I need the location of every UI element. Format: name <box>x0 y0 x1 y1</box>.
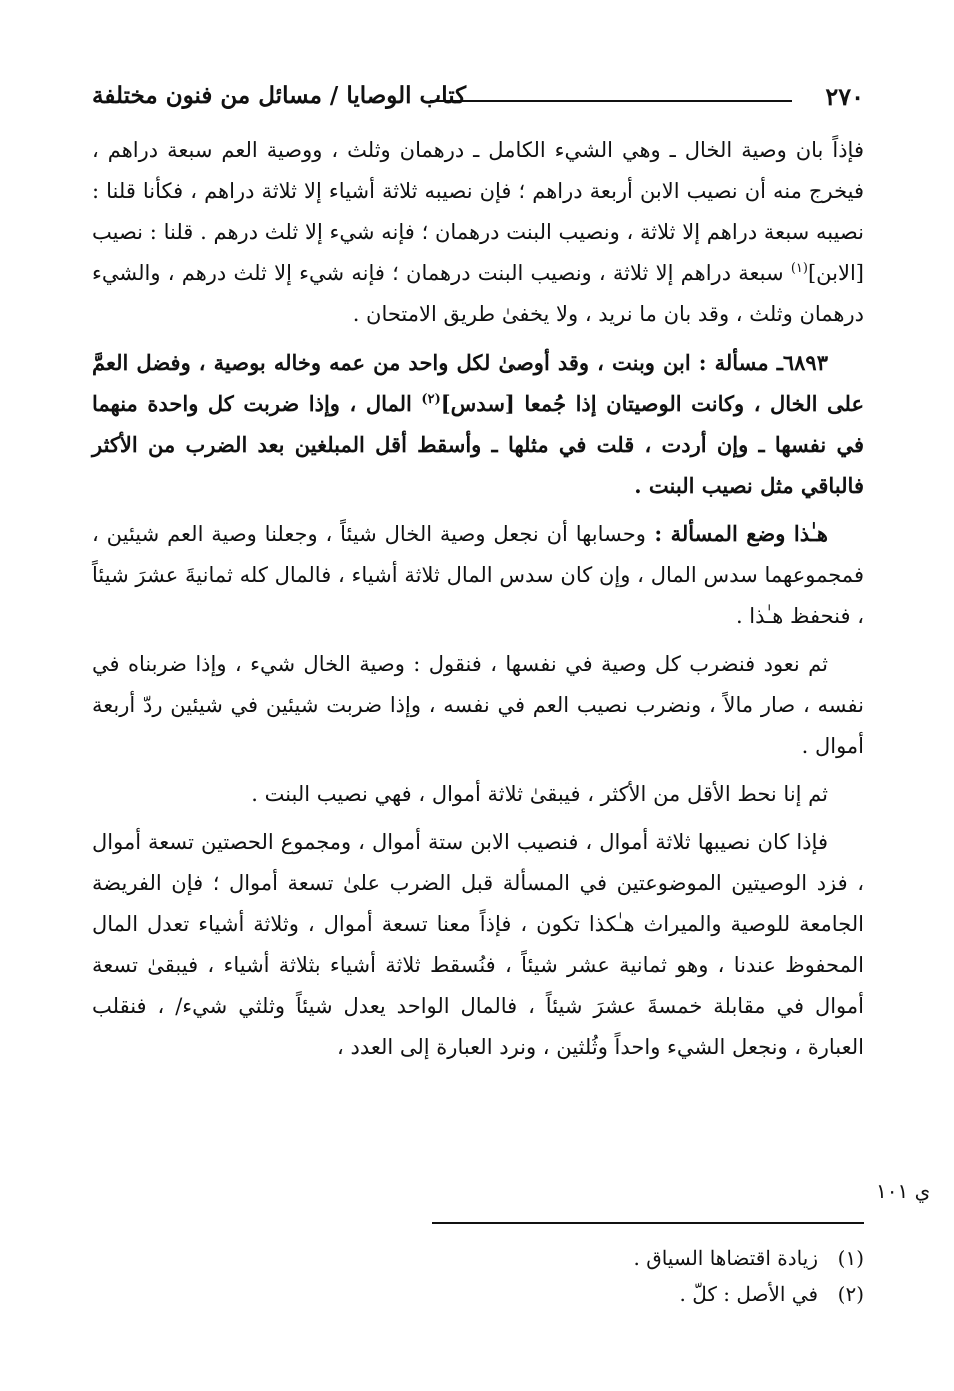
paragraph-5: ثم إنا نحط الأقل من الأكثر ، فيبقىٰ ثلاثة أموال ، فهي نصيب البنت . <box>251 782 828 806</box>
header-title: كتاب الوصايا / مسائل من فنون مختلفة <box>92 82 467 109</box>
footnote-text: زيادة اقتضاها السياق . <box>633 1246 818 1270</box>
paragraph-1: فإذاً بان وصية الخال ـ وهي الشيء الكامل ـ درهمان وثلث ، ووصية العم سبعة دراهم ، فيخرج منه أن نصيب الابن أربعة دراهم ؛ فإن نصيبه ثلاثة أشياء إلا ثلاثة دراهم ، فكأنا قلنا : نصيبه سبعة دراهم إلا ثلاثة ، ونصيب البنت درهمان ؛ فإنه شيء إلا ثلث درهم . قلنا : نصيب [الابن]$^{(١)}$ سبعة دراهم إلا ثلاثة ، ونصيب البنت درهمان ؛ فإنه شيء إلا ثلث درهم ، والشيء درهمان وثلث ، وقد بان ما نريد ، ولا يخفىٰ طريق الامتحان . <box>92 138 864 326</box>
paragraph-4: ثم نعود فنضرب كل وصية في نفسها ، فنقول : وصية الخال شيء ، وإذا ضربناه في نفسه ، صار مالاً ، ونضرب نصيب العم في نفسه ، وإذا ضربت شيئين في شيئين ردّ أربعة أموال . <box>92 652 864 758</box>
main-text <box>92 130 864 1068</box>
paragraph-3: هـٰذا وضع المسألة : وحسابها أن نجعل وصية الخال شيئاً ، وجعلنا وصية العم شيئين ، فمجموعهما سدس المال ، وإن كان سدس المال ثلاثة أشياء ، فالمال كله ثمانيةَ عشرَ شيئاً ، فنحفظ هـٰذا . <box>92 521 864 628</box>
paragraph-issue-6893: ٦٨٩٣ـ مسألة : ابن وبنت ، وقد أوصىٰ لكل واحد من عمه وخاله بوصية ، وفضل العمَّ على الخال ، وكانت الوصيتان إذا جُمعا [سدس]$^{(٢)}$ المال ، وإذا ضربت كل واحدة منهما في نفسها ـ وإن أردت ، قلت في مثلها ـ وأسقط أقل المبلغين بعد الضرب من الأكثر فالباقي مثل نصيب البنت . <box>92 350 865 498</box>
footnote-text: في الأصل : كلّ . <box>679 1282 818 1306</box>
footnote-rule <box>432 1222 864 1224</box>
running-header <box>92 78 864 118</box>
section-lead: هـٰذا وضع المسألة : <box>645 521 828 546</box>
paragraph-6: فإذا كان نصيبها ثلاثة أموال ، فنصيب الابن ستة أموال ، ومجموع الحصتين تسعة أموال ، فزد الوصيتين الموضوعتين في المسألة قبل الضرب علىٰ تسعة أموال ؛ فإن الفريضة الجامعة للوصية والميراث هـٰكذا تكون ، فإذاً معنا تسعة أموال ، وثلاثة أشياء تعدل المال المحفوظ عندنا ، وهو ثمانية عشر شيئاً ، فنُسقط ثلاثة أشياء بثلاثة أشياء ، فيبقىٰ تسعة أموال في مقابلة خمسةَ عشرَ شيئاً ، فالمال الواحد يعدل شيئاً وثلثي شيء/ ، فنقلب العبارة ، ونجعل الشيء واحداً وثُلثين ، ونرد العبارة إلى العدد ، <box>92 830 864 1059</box>
footnote-2 <box>432 1276 864 1312</box>
header-rule <box>430 100 792 102</box>
footnote-1 <box>432 1240 864 1276</box>
page-number: ٢٧٠ <box>825 82 864 111</box>
margin-reference: ي ١٠١ <box>876 1179 931 1203</box>
issue-number: ٦٨٩٣ـ مسألة : <box>690 350 828 375</box>
footnote-ref-1[interactable]: (١) <box>790 261 808 276</box>
footnote-number: (٢) <box>837 1282 864 1306</box>
footnote-number: (١) <box>837 1246 864 1270</box>
footnote-ref-2[interactable]: (٢) <box>421 392 441 407</box>
footnotes <box>432 1240 864 1312</box>
